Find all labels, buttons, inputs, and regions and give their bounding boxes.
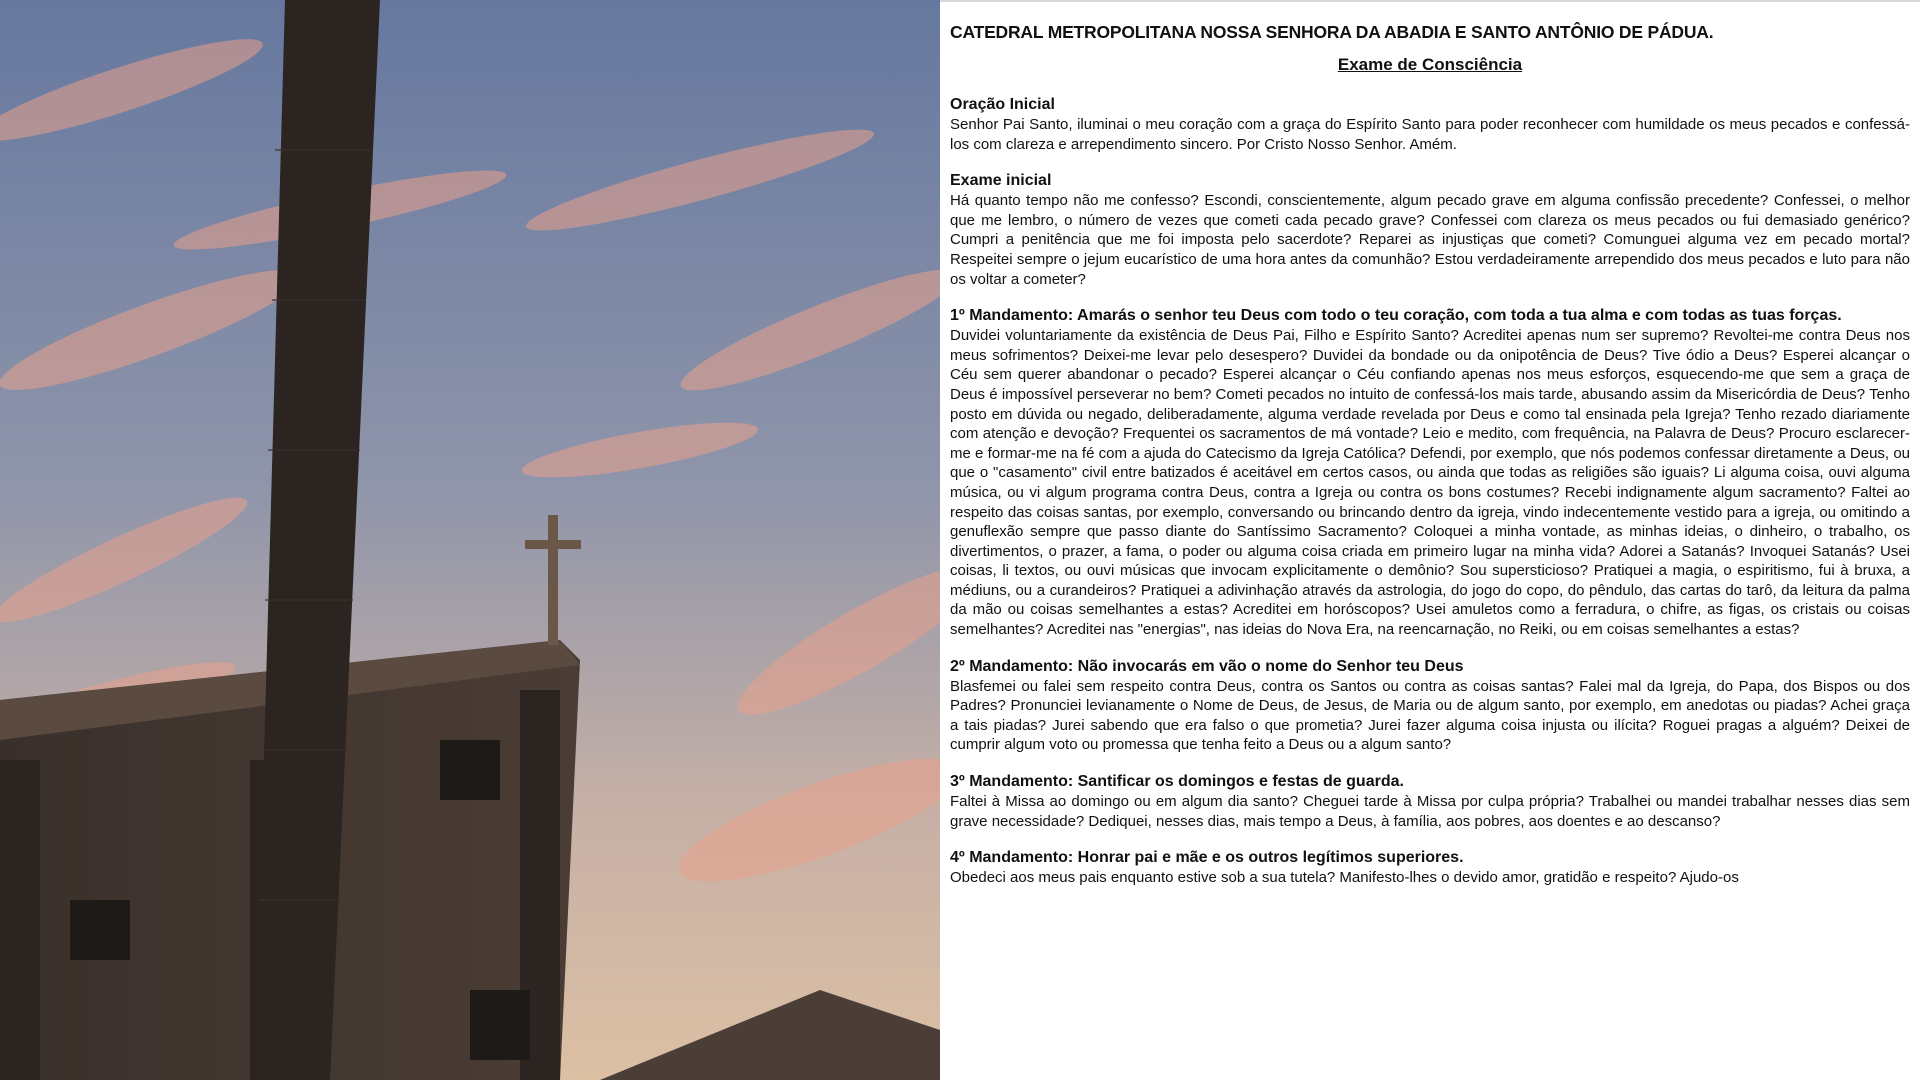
section-body: Obedeci aos meus pais enquanto estive sob a sua tutela? Manifesto-lhes o devido amor, gratidão e respeito? Ajudo-os [950, 869, 1739, 887]
section-body: Blasfemei ou falei sem respeito contra Deus, contra os Santos ou contra as coisas santas? Falei mal da Igreja, do Papa, dos Bispos ou dos Padres? Pronunciei levianamente o Nome de Deus, de Jesus, de Maria ou de algum santo, por exemplo, em anedotas ou piadas? Achei graça a tais piadas? Jurei sabendo que era falso o que prometia? Jurei fazer alguma coisa injusta ou ilícita? Roguei pragas a alguém? Deixei de cumprir algum voto ou promessa que tenha feito a Deus ou a algum santo? [950, 677, 1910, 754]
section-heading: 1º Mandamento: Amarás o senhor teu Deus com todo o teu coração, com toda a tua alma e com todas as tuas forças. [950, 307, 1842, 325]
document-title: CATEDRAL METROPOLITANA NOSSA SENHORA DA ABADIA E SANTO ANTÔNIO DE PÁDUA. [950, 22, 1714, 42]
section-heading: Oração Inicial [950, 96, 1055, 113]
section-mandamento-2 [950, 657, 1910, 755]
section-body: Faltei à Missa ao domingo ou em algum dia santo? Cheguei tarde à Missa por culpa própria? Trabalhei ou mandei trabalhar nesses dias sem grave necessidade? Dediquei, nesses dias, mais tempo a Deus, à família, aos pobres, aos doentes e ao descanso? [950, 793, 1910, 830]
section-body: Há quanto tempo não me confesso? Escondi, conscientemente, algum pecado grave em alguma confissão precedente? Confessei, o melhor que me lembro, o número de vezes que cometi cada pecado grave? Confessei com clareza os meus pecados ou fui demasiado genérico? Cumpri a penitência que me foi imposta pelo sacerdote? Reparei as injustiças que cometi? Comunguei alguma vez em pecado mortal? Respeitei sempre o jejum eucarístico de uma hora antes da comunhão? Estou verdadeiramente arrependido dos meus pecados e luto para não os voltar a cometer? [950, 192, 1910, 288]
section-exame-inicial [950, 171, 1910, 289]
cathedral-photo [0, 0, 940, 1080]
cathedral-photo-image [0, 0, 940, 1080]
section-heading: 3º Mandamento: Santificar os domingos e festas de guarda. [950, 773, 1404, 791]
section-heading: Exame inicial [950, 172, 1052, 190]
section-body: Senhor Pai Santo, iluminai o meu coração com a graça do Espírito Santo para poder reconhecer com humildade os meus pecados e confessá-los com clareza e arrependimento sincero. Por Cristo Nosso Senhor. Amém. [950, 116, 1910, 153]
section-heading: 2º Mandamento: Não invocarás em vão o nome do Senhor teu Deus [950, 657, 1464, 675]
section-heading: 4º Mandamento: Honrar pai e mãe e os outros legítimos superiores. [950, 849, 1464, 867]
section-oracao-inicial [950, 95, 1910, 154]
document-subtitle: Exame de Consciência [1337, 55, 1523, 74]
document-panel [940, 0, 1920, 1080]
section-mandamento-4 [950, 848, 1910, 888]
section-mandamento-3 [950, 772, 1910, 831]
section-body: Duvidei voluntariamente da existência de Deus Pai, Filho e Espírito Santo? Acreditei apenas num ser supremo? Revoltei-me contra Deus nos meus sofrimentos? Deixei-me levar pelo desespero? Duvidei da bondade ou da onipotência de Deus? Tive ódio a Deus? Esperei alcançar o Céu sem querer abandonar o pecado? Esperei alcançar o Céu confiando apenas nos meus esforços, esquecendo-me que sem a graça de Deus é impossível perseverar no bem? Cometi pecados no intuito de confessá-los mais tarde, abusando assim da Misericórdia de Deus? Tenho posto em dúvida ou negado, deliberadamente, alguma verdade revelada por Deus e como tal ensinada pela Igreja? Tenho rezado diariamente com atenção e devoção? Frequentei os sacramentos de má vontade? Leio e medito, com frequência, na Palavra de Deus? Procuro esclarecer-me e formar-me na fé com a ajuda do Catecismo da Igreja Católica? Defendi, por exemplo, que nós podemos confessar diretamente a Deus, ou que o "casamento" civil entre batizados é aceitável em certos casos, ou ainda que todas as religiões são iguais? Li alguma coisa, ouvi alguma música, ou vi algum programa contra Deus, contra a Igreja ou contra os bons costumes? Recebi indignamente algum sacramento? Faltei ao respeito das coisas santas, por exemplo, conversando ou brincando dentro da igreja, vindo indecentemente vestido para a igreja, ou omitindo a genuflexão sempre que passo diante do Santíssimo Sacramento? Coloquei a minha vontade, as minhas ideias, o dinheiro, o trabalho, os divertimentos, o prazer, a fama, o poder ou alguma coisa criada em primeiro lugar na minha vida? Adorei a Satanás? Invoquei Satanás? Usei coisas, li textos, ou ouvi músicas que invocam explicitamente o demônio? Sou supersticioso? Pratiquei a magia, o espiritismo, fui à bruxa, a médiuns, ou a curandeiros? Pratiquei a adivinhação através da astrologia, do jogo do copo, do pêndulo, das cartas do tarô, da leitura da palma da mão ou coisas semelhantes a estas? Acreditei em horóscopos? Usei amuletos como a ferradura, o chifre, as figas, os cristais ou coisas semelhantes? Acreditei nas "energias", nas ideias do Nova Era, na reencarnação, no Reiki, ou em coisas semelhantes a estas? [950, 327, 1910, 639]
section-mandamento-1 [950, 306, 1910, 640]
